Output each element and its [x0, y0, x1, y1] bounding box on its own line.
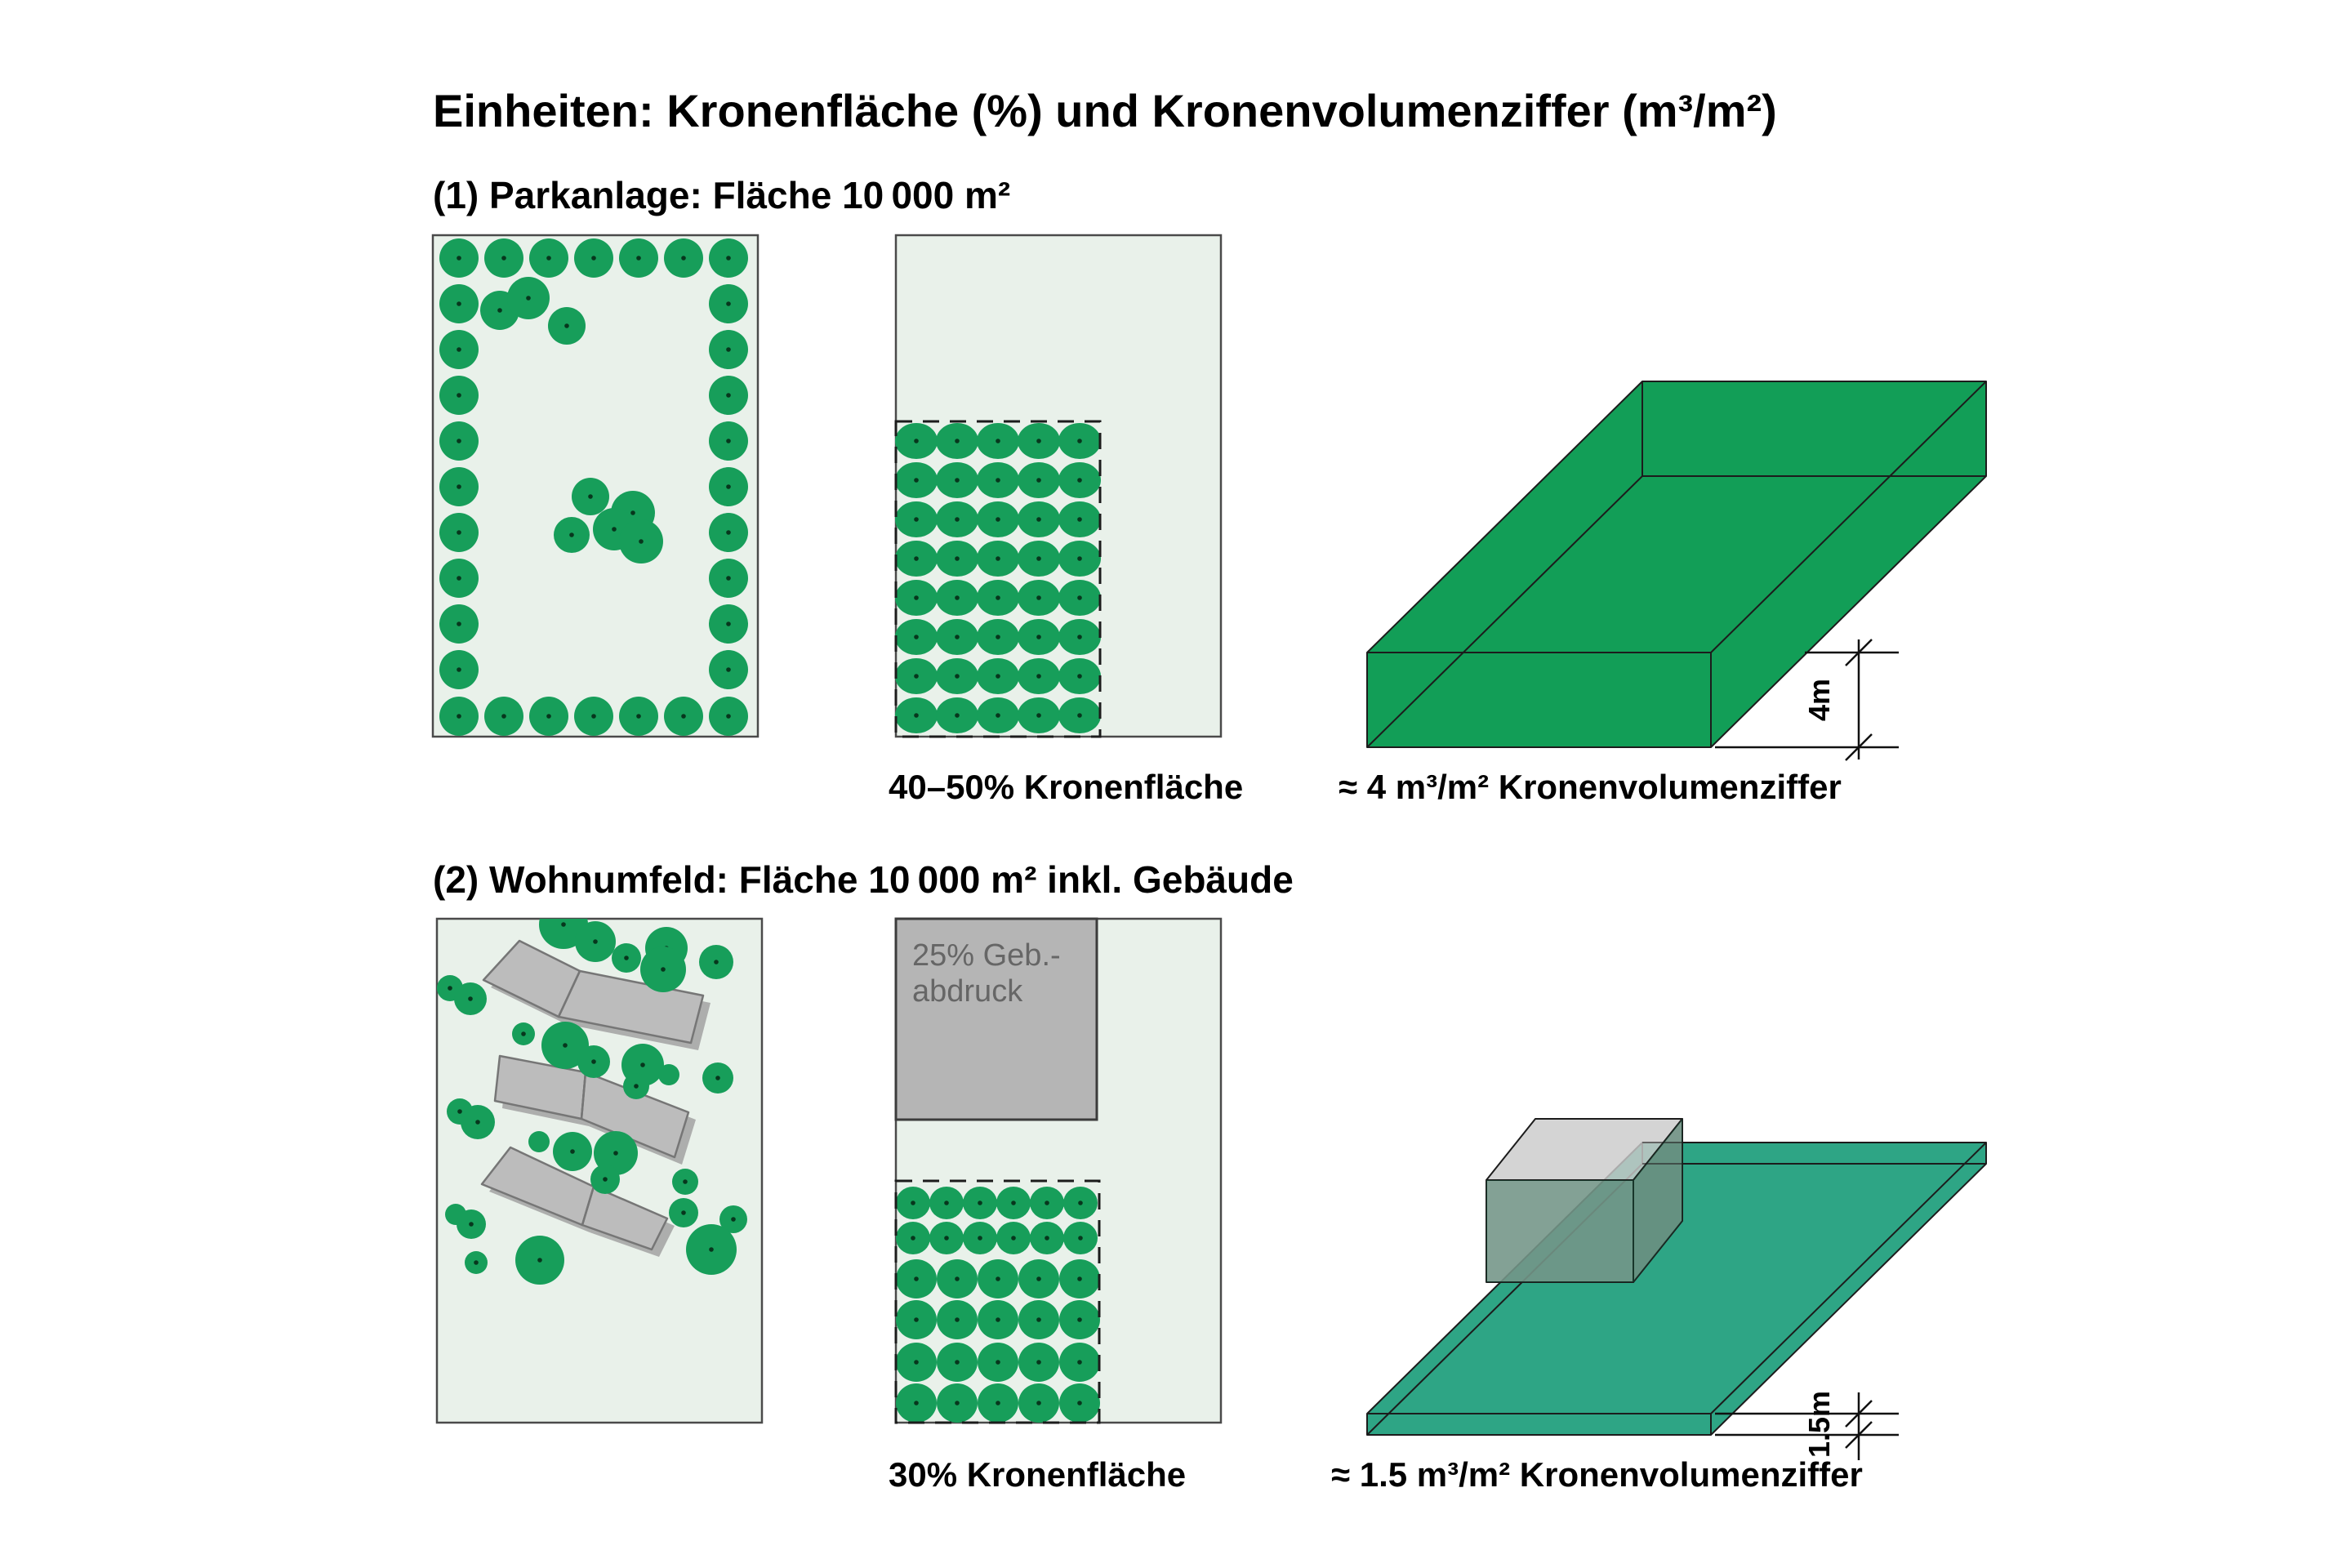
tree-center-dot: [661, 967, 666, 972]
tree-center-dot: [603, 1177, 608, 1182]
tree-center-dot: [726, 347, 731, 352]
tree-center-dot: [624, 956, 629, 960]
tree-center-dot: [475, 1120, 480, 1125]
housing-plan-panel: [437, 900, 762, 1423]
tree-center-dot: [681, 1210, 686, 1215]
tree-center-dot: [955, 713, 960, 718]
tree-center-dot: [521, 1031, 526, 1036]
tree-center-dot: [996, 674, 1000, 679]
tree-center-dot: [709, 1247, 714, 1252]
tree-center-dot: [561, 922, 566, 927]
crown-volume-slab-2: [1367, 1119, 1986, 1460]
tree-center-dot: [1077, 713, 1082, 718]
tree-center-dot: [955, 1401, 960, 1405]
tree-center-dot: [726, 301, 731, 306]
tree-center-dot: [955, 478, 960, 483]
tree-center-dot: [457, 393, 461, 398]
tree-center-dot: [1011, 1236, 1016, 1241]
tree-center-dot: [914, 556, 919, 561]
tree-center-dot: [914, 1317, 919, 1322]
tree-center-dot: [726, 530, 731, 535]
tree-center-dot: [955, 1276, 960, 1281]
tree-center-dot: [634, 1084, 639, 1089]
tree-center-dot: [1078, 1200, 1083, 1205]
tree-center-dot: [914, 713, 919, 718]
tree-center-dot: [996, 713, 1000, 718]
tree-center-dot: [1036, 1360, 1041, 1365]
tree-center-dot: [468, 996, 473, 1001]
tree-center-dot: [563, 1043, 568, 1048]
tree-center-dot: [978, 1236, 982, 1241]
tree-center-dot: [636, 256, 641, 261]
tree-center-dot: [1077, 1317, 1082, 1322]
tree-center-dot: [944, 1236, 949, 1241]
tree-center-dot: [1045, 1200, 1049, 1205]
figure-title: Einheiten: Kronenfläche (%) und Kronenvolumenziffer (m³/m²): [433, 85, 1777, 136]
park-plan-panel: [433, 235, 758, 737]
crown-area-label-1: 40–50% Kronenfläche: [889, 768, 1244, 806]
tree-center-dot: [955, 635, 960, 639]
tree-center-dot: [1077, 595, 1082, 600]
tree-center-dot: [457, 621, 461, 626]
crown-area-label-2: 30% Kronenfläche: [889, 1455, 1187, 1494]
tree-center-dot: [1077, 1276, 1082, 1281]
tree-center-dot: [996, 1360, 1000, 1365]
tree-center-dot: [1036, 595, 1041, 600]
tree-center-dot: [588, 494, 593, 499]
tree-center-dot: [914, 595, 919, 600]
tree-center-dot: [1011, 1200, 1016, 1205]
tree-center-dot: [731, 1217, 736, 1222]
tree-center-dot: [1077, 478, 1082, 483]
tree-center-dot: [1077, 674, 1082, 679]
tree-center-dot: [911, 1200, 915, 1205]
height-dimension-text-2: 1.5m: [1802, 1390, 1836, 1459]
tree-center-dot: [996, 517, 1000, 522]
crown-area-panel-1: [895, 235, 1221, 737]
tree-center-dot: [996, 1401, 1000, 1405]
tree-center-dot: [726, 439, 731, 443]
tree-center-dot: [955, 674, 960, 679]
tree-center-dot: [474, 1260, 479, 1265]
building-footprint-label-line2: abdruck: [912, 974, 1023, 1009]
tree-center-dot: [457, 714, 461, 719]
crown-area-panel-2: [896, 919, 1221, 1423]
tree-center-dot: [914, 1276, 919, 1281]
tree-center-dot: [681, 714, 686, 719]
tree-center-dot: [457, 301, 461, 306]
tree-center-dot: [546, 256, 551, 261]
tree-center-dot: [726, 714, 731, 719]
tree-center-dot: [955, 517, 960, 522]
section1-heading: (1) Parkanlage: Fläche 10 000 m²: [433, 174, 1011, 216]
tree-center-dot: [914, 517, 919, 522]
tree-center-dot: [978, 1200, 982, 1205]
tree-center-dot: [955, 556, 960, 561]
tree-center-dot: [914, 1401, 919, 1405]
tree-center-dot: [914, 439, 919, 443]
tree-center-dot: [501, 714, 506, 719]
height-dimension-text-1: 4m: [1802, 678, 1836, 722]
tree-center-dot: [1036, 1317, 1041, 1322]
crown-volume-label-1: ≈ 4 m³/m² Kronenvolumenziffer: [1339, 768, 1842, 806]
tree-center-dot: [914, 1360, 919, 1365]
tree-center-dot: [715, 1076, 720, 1080]
tree-center-dot: [636, 714, 641, 719]
tree-center-dot: [726, 621, 731, 626]
tree-center-dot: [996, 1276, 1000, 1281]
tree-center-dot: [457, 347, 461, 352]
tree-center-dot: [1036, 478, 1041, 483]
tree-center-dot: [726, 576, 731, 581]
tree-center-dot: [955, 1317, 960, 1322]
tree-center-dot: [1045, 1236, 1049, 1241]
tree-center-dot: [457, 530, 461, 535]
tree-center-dot: [681, 256, 686, 261]
tree-center-dot: [996, 556, 1000, 561]
tree-center-dot: [569, 532, 574, 537]
tree-center-dot: [613, 1151, 618, 1156]
tree-center-dot: [996, 635, 1000, 639]
tree-center-dot: [457, 256, 461, 261]
tree-center-dot: [630, 510, 635, 515]
crown-volume-label-2: ≈ 1.5 m³/m² Kronenvolumenziffer: [1331, 1455, 1863, 1494]
tree-center-dot: [448, 986, 452, 991]
tree-center-dot: [1036, 674, 1041, 679]
tree-center-dot: [457, 439, 461, 443]
tree-center-dot: [537, 1258, 542, 1263]
tree-center-dot: [726, 484, 731, 489]
tree-center-dot: [1077, 1401, 1082, 1405]
tree-center-dot: [457, 1109, 462, 1114]
tree-center-dot: [1036, 635, 1041, 639]
section2-heading: (2) Wohnumfeld: Fläche 10 000 m² inkl. Gebäude: [433, 858, 1294, 901]
tree-center-dot: [526, 296, 531, 301]
tree-center-dot: [996, 478, 1000, 483]
tree-center-dot: [501, 256, 506, 261]
tree-center-dot: [914, 478, 919, 483]
tree-center-dot: [1036, 556, 1041, 561]
tree-center-dot: [1036, 1276, 1041, 1281]
tree-center-dot: [1036, 1401, 1041, 1405]
tree-circle: [528, 1131, 550, 1152]
tree-center-dot: [1078, 1236, 1083, 1241]
tree-center-dot: [1036, 517, 1041, 522]
tree-center-dot: [591, 256, 596, 261]
tree-center-dot: [911, 1236, 915, 1241]
tree-center-dot: [726, 393, 731, 398]
tree-center-dot: [570, 1149, 575, 1154]
crown-volume-slab-1: [1367, 381, 1986, 760]
tree-center-dot: [996, 595, 1000, 600]
tree-center-dot: [457, 667, 461, 672]
tree-center-dot: [996, 439, 1000, 443]
building-footprint-label-line1: 25% Geb.-: [912, 938, 1061, 973]
tree-center-dot: [1077, 439, 1082, 443]
tree-center-dot: [726, 667, 731, 672]
tree-center-dot: [996, 1317, 1000, 1322]
tree-center-dot: [944, 1200, 949, 1205]
tree-center-dot: [497, 308, 502, 313]
tree-circle: [658, 1064, 679, 1085]
tree-center-dot: [640, 1062, 645, 1067]
tree-center-dot: [914, 674, 919, 679]
tree-center-dot: [457, 484, 461, 489]
tree-center-dot: [1077, 635, 1082, 639]
tree-center-dot: [914, 635, 919, 639]
tree-center-dot: [1036, 713, 1041, 718]
tree-center-dot: [593, 939, 598, 944]
tree-center-dot: [1077, 556, 1082, 561]
tree-center-dot: [683, 1179, 688, 1184]
tree-center-dot: [469, 1222, 474, 1227]
tree-center-dot: [955, 439, 960, 443]
tree-center-dot: [726, 256, 731, 261]
tree-center-dot: [564, 323, 569, 328]
tree-center-dot: [1077, 1360, 1082, 1365]
tree-center-dot: [1036, 439, 1041, 443]
tree-center-dot: [639, 539, 644, 544]
tree-center-dot: [591, 714, 596, 719]
tree-center-dot: [612, 527, 617, 532]
tree-center-dot: [1077, 517, 1082, 522]
tree-center-dot: [457, 576, 461, 581]
tree-center-dot: [591, 1059, 596, 1064]
tree-center-dot: [714, 960, 719, 964]
tree-center-dot: [546, 714, 551, 719]
tree-center-dot: [955, 1360, 960, 1365]
tree-center-dot: [955, 595, 960, 600]
